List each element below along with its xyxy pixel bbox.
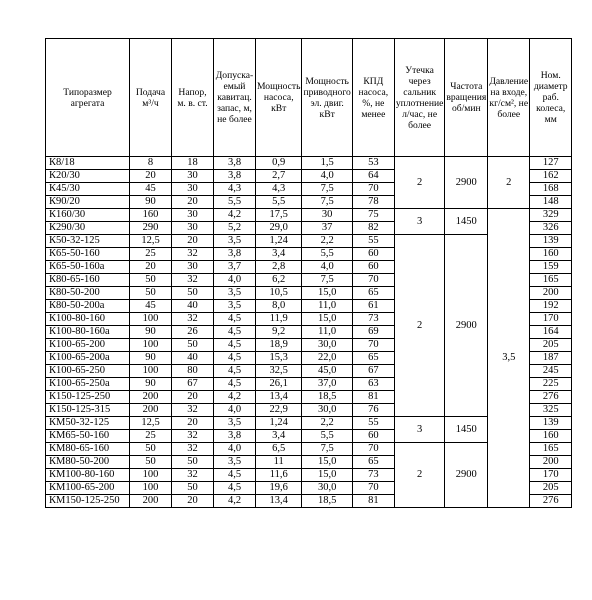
cell-npsh: 4,3 bbox=[214, 183, 256, 196]
cell-efficiency: 70 bbox=[352, 274, 394, 287]
cell-pump-power: 3,4 bbox=[256, 248, 302, 261]
cell-efficiency: 70 bbox=[352, 482, 394, 495]
cell-efficiency: 82 bbox=[352, 222, 394, 235]
cell-model: К80-65-160 bbox=[46, 274, 130, 287]
cell-pump-power: 0,9 bbox=[256, 157, 302, 170]
cell-flow: 20 bbox=[130, 261, 172, 274]
cell-impeller: 276 bbox=[530, 391, 572, 404]
cell-pump-power: 11,9 bbox=[256, 313, 302, 326]
cell-impeller: 168 bbox=[530, 183, 572, 196]
cell-pump-power: 10,5 bbox=[256, 287, 302, 300]
cell-model: КМ150-125-250 bbox=[46, 495, 130, 508]
cell-motor-power: 30,0 bbox=[302, 339, 352, 352]
header-impeller: Ном. диаметр раб. колеса, мм bbox=[530, 39, 572, 157]
cell-head: 20 bbox=[172, 196, 214, 209]
cell-motor-power: 18,5 bbox=[302, 391, 352, 404]
cell-npsh: 3,8 bbox=[214, 248, 256, 261]
cell-flow: 50 bbox=[130, 274, 172, 287]
cell-efficiency: 63 bbox=[352, 378, 394, 391]
cell-npsh: 3,8 bbox=[214, 430, 256, 443]
cell-flow: 90 bbox=[130, 326, 172, 339]
cell-pump-power: 2,8 bbox=[256, 261, 302, 274]
cell-impeller: 159 bbox=[530, 261, 572, 274]
cell-flow: 100 bbox=[130, 482, 172, 495]
cell-pump-power: 13,4 bbox=[256, 495, 302, 508]
cell-npsh: 4,5 bbox=[214, 378, 256, 391]
cell-efficiency: 65 bbox=[352, 456, 394, 469]
cell-efficiency: 81 bbox=[352, 391, 394, 404]
cell-efficiency: 61 bbox=[352, 300, 394, 313]
cell-impeller: 160 bbox=[530, 430, 572, 443]
cell-npsh: 3,5 bbox=[214, 417, 256, 430]
cell-efficiency: 53 bbox=[352, 157, 394, 170]
cell-motor-power: 7,5 bbox=[302, 443, 352, 456]
cell-pump-power: 1,24 bbox=[256, 235, 302, 248]
cell-impeller: 139 bbox=[530, 417, 572, 430]
cell-speed: 2900 bbox=[445, 157, 488, 209]
cell-npsh: 4,0 bbox=[214, 404, 256, 417]
cell-motor-power: 7,5 bbox=[302, 183, 352, 196]
header-model: Типоразмер агрегата bbox=[46, 39, 130, 157]
cell-impeller: 325 bbox=[530, 404, 572, 417]
cell-efficiency: 78 bbox=[352, 196, 394, 209]
cell-npsh: 4,5 bbox=[214, 339, 256, 352]
cell-flow: 25 bbox=[130, 248, 172, 261]
cell-flow: 100 bbox=[130, 339, 172, 352]
cell-motor-power: 1,5 bbox=[302, 157, 352, 170]
cell-impeller: 205 bbox=[530, 339, 572, 352]
cell-head: 30 bbox=[172, 222, 214, 235]
cell-motor-power: 2,2 bbox=[302, 235, 352, 248]
cell-motor-power: 15,0 bbox=[302, 469, 352, 482]
cell-npsh: 5,5 bbox=[214, 196, 256, 209]
cell-motor-power: 7,5 bbox=[302, 274, 352, 287]
cell-flow: 50 bbox=[130, 456, 172, 469]
cell-efficiency: 55 bbox=[352, 417, 394, 430]
cell-efficiency: 69 bbox=[352, 326, 394, 339]
cell-efficiency: 73 bbox=[352, 313, 394, 326]
cell-head: 32 bbox=[172, 274, 214, 287]
cell-efficiency: 60 bbox=[352, 248, 394, 261]
cell-pump-power: 2,7 bbox=[256, 170, 302, 183]
cell-model: К160/30 bbox=[46, 209, 130, 222]
cell-flow: 90 bbox=[130, 352, 172, 365]
cell-npsh: 4,5 bbox=[214, 352, 256, 365]
cell-motor-power: 22,0 bbox=[302, 352, 352, 365]
cell-model: К45/30 bbox=[46, 183, 130, 196]
cell-npsh: 3,7 bbox=[214, 261, 256, 274]
cell-model: К20/30 bbox=[46, 170, 130, 183]
cell-impeller: 192 bbox=[530, 300, 572, 313]
cell-efficiency: 60 bbox=[352, 430, 394, 443]
cell-pump-power: 5,5 bbox=[256, 196, 302, 209]
cell-head: 40 bbox=[172, 352, 214, 365]
cell-model: К8/18 bbox=[46, 157, 130, 170]
cell-impeller: 200 bbox=[530, 456, 572, 469]
cell-impeller: 162 bbox=[530, 170, 572, 183]
cell-impeller: 127 bbox=[530, 157, 572, 170]
cell-flow: 20 bbox=[130, 170, 172, 183]
cell-impeller: 165 bbox=[530, 274, 572, 287]
cell-head: 67 bbox=[172, 378, 214, 391]
cell-impeller: 245 bbox=[530, 365, 572, 378]
cell-speed: 2900 bbox=[445, 235, 488, 417]
cell-motor-power: 37,0 bbox=[302, 378, 352, 391]
cell-impeller: 139 bbox=[530, 235, 572, 248]
cell-motor-power: 45,0 bbox=[302, 365, 352, 378]
cell-efficiency: 76 bbox=[352, 404, 394, 417]
cell-efficiency: 65 bbox=[352, 352, 394, 365]
cell-flow: 160 bbox=[130, 209, 172, 222]
header-row bbox=[46, 39, 572, 157]
header-motor-power: Мощность приводного эл. двиг. кВт bbox=[302, 39, 352, 157]
cell-flow: 50 bbox=[130, 443, 172, 456]
cell-head: 32 bbox=[172, 469, 214, 482]
cell-efficiency: 55 bbox=[352, 235, 394, 248]
cell-model: КМ80-65-160 bbox=[46, 443, 130, 456]
cell-pump-power: 32,5 bbox=[256, 365, 302, 378]
cell-pump-power: 13,4 bbox=[256, 391, 302, 404]
cell-model: К290/30 bbox=[46, 222, 130, 235]
cell-flow: 100 bbox=[130, 365, 172, 378]
cell-model: КМ65-50-160 bbox=[46, 430, 130, 443]
header-leakage: Утечка через сальник уплотнение л/час, не более bbox=[394, 39, 445, 157]
cell-model: К80-50-200а bbox=[46, 300, 130, 313]
cell-npsh: 4,5 bbox=[214, 469, 256, 482]
cell-motor-power: 15,0 bbox=[302, 313, 352, 326]
cell-efficiency: 60 bbox=[352, 261, 394, 274]
cell-pump-power: 6,5 bbox=[256, 443, 302, 456]
cell-head: 30 bbox=[172, 183, 214, 196]
cell-speed: 1450 bbox=[445, 417, 488, 443]
cell-impeller: 329 bbox=[530, 209, 572, 222]
cell-head: 32 bbox=[172, 313, 214, 326]
cell-head: 18 bbox=[172, 157, 214, 170]
cell-flow: 100 bbox=[130, 313, 172, 326]
cell-efficiency: 73 bbox=[352, 469, 394, 482]
cell-model: К80-50-200 bbox=[46, 287, 130, 300]
cell-npsh: 4,2 bbox=[214, 495, 256, 508]
header-pressure: Давление на входе, кг/см², не более bbox=[488, 39, 530, 157]
cell-impeller: 276 bbox=[530, 495, 572, 508]
cell-flow: 45 bbox=[130, 183, 172, 196]
cell-pump-power: 22,9 bbox=[256, 404, 302, 417]
header-speed: Частота вращения об/мин bbox=[445, 39, 488, 157]
cell-efficiency: 67 bbox=[352, 365, 394, 378]
cell-head: 32 bbox=[172, 404, 214, 417]
cell-model: КМ80-50-200 bbox=[46, 456, 130, 469]
cell-head: 20 bbox=[172, 391, 214, 404]
cell-model: К100-65-200 bbox=[46, 339, 130, 352]
cell-impeller: 200 bbox=[530, 287, 572, 300]
cell-npsh: 3,5 bbox=[214, 300, 256, 313]
cell-impeller: 160 bbox=[530, 248, 572, 261]
cell-pump-power: 29,0 bbox=[256, 222, 302, 235]
cell-efficiency: 70 bbox=[352, 183, 394, 196]
cell-head: 20 bbox=[172, 417, 214, 430]
cell-model: К150-125-315 bbox=[46, 404, 130, 417]
cell-head: 50 bbox=[172, 456, 214, 469]
cell-efficiency: 70 bbox=[352, 443, 394, 456]
cell-model: К65-50-160 bbox=[46, 248, 130, 261]
cell-head: 20 bbox=[172, 495, 214, 508]
cell-pump-power: 26,1 bbox=[256, 378, 302, 391]
cell-pump-power: 11,6 bbox=[256, 469, 302, 482]
cell-pump-power: 3,4 bbox=[256, 430, 302, 443]
cell-motor-power: 7,5 bbox=[302, 196, 352, 209]
cell-flow: 12,5 bbox=[130, 235, 172, 248]
cell-head: 50 bbox=[172, 287, 214, 300]
cell-motor-power: 18,5 bbox=[302, 495, 352, 508]
cell-impeller: 225 bbox=[530, 378, 572, 391]
cell-flow: 290 bbox=[130, 222, 172, 235]
cell-head: 50 bbox=[172, 339, 214, 352]
cell-motor-power: 5,5 bbox=[302, 248, 352, 261]
cell-npsh: 3,5 bbox=[214, 456, 256, 469]
header-pump-power: Мощность насоса, кВт bbox=[256, 39, 302, 157]
cell-motor-power: 37 bbox=[302, 222, 352, 235]
cell-npsh: 4,0 bbox=[214, 443, 256, 456]
cell-motor-power: 4,0 bbox=[302, 261, 352, 274]
header-head: Напор, м. в. ст. bbox=[172, 39, 214, 157]
cell-motor-power: 11,0 bbox=[302, 300, 352, 313]
cell-npsh: 4,5 bbox=[214, 326, 256, 339]
cell-flow: 25 bbox=[130, 430, 172, 443]
header-flow: Подача м³/ч bbox=[130, 39, 172, 157]
cell-pump-power: 15,3 bbox=[256, 352, 302, 365]
header-npsh: Допуска-емый кавитац. запас, м, не более bbox=[214, 39, 256, 157]
cell-leakage: 3 bbox=[394, 417, 445, 443]
cell-npsh: 4,5 bbox=[214, 365, 256, 378]
cell-impeller: 205 bbox=[530, 482, 572, 495]
cell-head: 30 bbox=[172, 209, 214, 222]
cell-pump-power: 18,9 bbox=[256, 339, 302, 352]
cell-head: 32 bbox=[172, 430, 214, 443]
cell-flow: 50 bbox=[130, 287, 172, 300]
cell-pump-power: 11 bbox=[256, 456, 302, 469]
cell-impeller: 170 bbox=[530, 469, 572, 482]
cell-efficiency: 70 bbox=[352, 339, 394, 352]
cell-npsh: 4,5 bbox=[214, 313, 256, 326]
cell-pressure: 3,5 bbox=[488, 209, 530, 508]
cell-model: К100-65-200а bbox=[46, 352, 130, 365]
cell-motor-power: 11,0 bbox=[302, 326, 352, 339]
cell-model: КМ50-32-125 bbox=[46, 417, 130, 430]
pump-specs-table bbox=[45, 38, 572, 508]
cell-pump-power: 8,0 bbox=[256, 300, 302, 313]
cell-impeller: 148 bbox=[530, 196, 572, 209]
cell-head: 80 bbox=[172, 365, 214, 378]
cell-head: 32 bbox=[172, 248, 214, 261]
cell-npsh: 4,2 bbox=[214, 391, 256, 404]
cell-flow: 90 bbox=[130, 378, 172, 391]
cell-pump-power: 4,3 bbox=[256, 183, 302, 196]
cell-flow: 100 bbox=[130, 469, 172, 482]
cell-motor-power: 4,0 bbox=[302, 170, 352, 183]
cell-leakage: 3 bbox=[394, 209, 445, 235]
cell-model: К100-65-250а bbox=[46, 378, 130, 391]
cell-model: К50-32-125 bbox=[46, 235, 130, 248]
cell-model: К65-50-160а bbox=[46, 261, 130, 274]
cell-leakage: 2 bbox=[394, 443, 445, 508]
cell-flow: 200 bbox=[130, 404, 172, 417]
cell-impeller: 326 bbox=[530, 222, 572, 235]
cell-head: 30 bbox=[172, 170, 214, 183]
cell-impeller: 170 bbox=[530, 313, 572, 326]
cell-npsh: 4,2 bbox=[214, 209, 256, 222]
cell-pump-power: 9,2 bbox=[256, 326, 302, 339]
cell-pump-power: 17,5 bbox=[256, 209, 302, 222]
cell-head: 40 bbox=[172, 300, 214, 313]
cell-impeller: 164 bbox=[530, 326, 572, 339]
cell-impeller: 165 bbox=[530, 443, 572, 456]
cell-head: 32 bbox=[172, 443, 214, 456]
cell-head: 50 bbox=[172, 482, 214, 495]
cell-npsh: 3,8 bbox=[214, 157, 256, 170]
cell-leakage: 2 bbox=[394, 235, 445, 417]
cell-pump-power: 6,2 bbox=[256, 274, 302, 287]
cell-flow: 200 bbox=[130, 391, 172, 404]
cell-impeller: 187 bbox=[530, 352, 572, 365]
cell-efficiency: 75 bbox=[352, 209, 394, 222]
cell-flow: 12,5 bbox=[130, 417, 172, 430]
cell-motor-power: 30,0 bbox=[302, 404, 352, 417]
cell-leakage: 2 bbox=[394, 157, 445, 209]
cell-model: КМ100-65-200 bbox=[46, 482, 130, 495]
cell-speed: 2900 bbox=[445, 443, 488, 508]
cell-flow: 8 bbox=[130, 157, 172, 170]
cell-model: К100-80-160а bbox=[46, 326, 130, 339]
table-row bbox=[46, 209, 572, 222]
cell-motor-power: 15,0 bbox=[302, 287, 352, 300]
cell-model: КМ100-80-160 bbox=[46, 469, 130, 482]
cell-npsh: 4,0 bbox=[214, 274, 256, 287]
cell-pump-power: 19,6 bbox=[256, 482, 302, 495]
header-efficiency: КПД насоса, %, не менее bbox=[352, 39, 394, 157]
cell-npsh: 3,8 bbox=[214, 170, 256, 183]
cell-motor-power: 30,0 bbox=[302, 482, 352, 495]
cell-flow: 45 bbox=[130, 300, 172, 313]
cell-efficiency: 65 bbox=[352, 287, 394, 300]
cell-npsh: 5,2 bbox=[214, 222, 256, 235]
cell-pressure: 2 bbox=[488, 157, 530, 209]
cell-model: К100-65-250 bbox=[46, 365, 130, 378]
cell-motor-power: 30 bbox=[302, 209, 352, 222]
cell-pump-power: 1,24 bbox=[256, 417, 302, 430]
cell-motor-power: 15,0 bbox=[302, 456, 352, 469]
cell-efficiency: 81 bbox=[352, 495, 394, 508]
cell-speed: 1450 bbox=[445, 209, 488, 235]
cell-head: 30 bbox=[172, 261, 214, 274]
cell-motor-power: 5,5 bbox=[302, 430, 352, 443]
cell-flow: 200 bbox=[130, 495, 172, 508]
cell-head: 26 bbox=[172, 326, 214, 339]
cell-npsh: 3,5 bbox=[214, 235, 256, 248]
cell-efficiency: 64 bbox=[352, 170, 394, 183]
cell-head: 20 bbox=[172, 235, 214, 248]
cell-flow: 90 bbox=[130, 196, 172, 209]
cell-motor-power: 2,2 bbox=[302, 417, 352, 430]
cell-npsh: 4,5 bbox=[214, 482, 256, 495]
cell-model: К90/20 bbox=[46, 196, 130, 209]
cell-model: К150-125-250 bbox=[46, 391, 130, 404]
cell-npsh: 3,5 bbox=[214, 287, 256, 300]
table-row bbox=[46, 157, 572, 170]
cell-model: К100-80-160 bbox=[46, 313, 130, 326]
